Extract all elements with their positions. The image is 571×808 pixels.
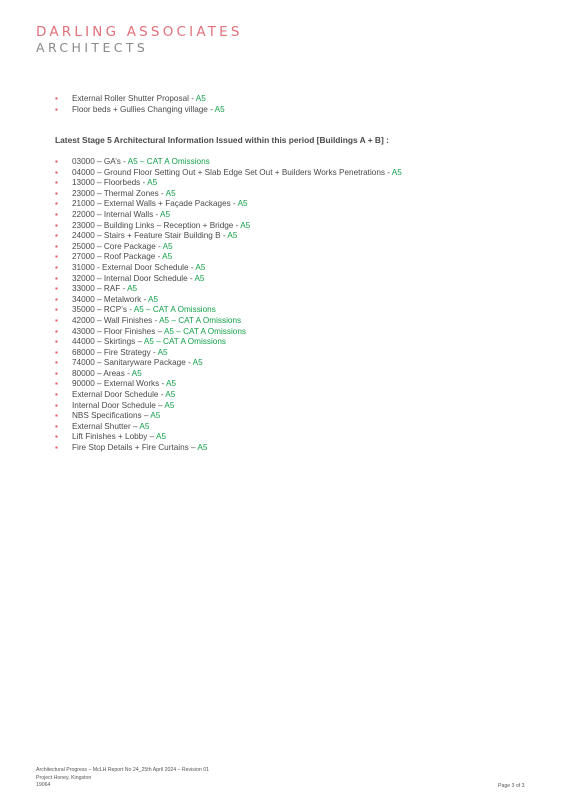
item-status: A5 xyxy=(193,262,206,272)
item-text: NBS Specifications – xyxy=(72,411,149,421)
issued-items-list xyxy=(55,157,402,454)
list-item xyxy=(55,390,402,401)
bullet-icon: ▪ xyxy=(55,199,58,209)
item-text: 25000 – Core Package - xyxy=(72,241,161,251)
list-item xyxy=(55,252,402,263)
list-item xyxy=(55,358,402,369)
item-status: A5 xyxy=(193,94,206,103)
bullet-icon: ▪ xyxy=(55,305,58,315)
item-text: 80000 – Areas - xyxy=(72,368,130,378)
list-item xyxy=(55,199,402,210)
top-item-list xyxy=(55,94,225,115)
bullet-icon: ▪ xyxy=(55,157,58,166)
bullet-icon: ▪ xyxy=(55,337,58,347)
bullet-icon: ▪ xyxy=(55,443,58,453)
list-item xyxy=(55,348,402,359)
item-text: 74000 – Sanitaryware Package - xyxy=(72,358,191,368)
item-text: 42000 – Wall Finishes - xyxy=(72,315,158,325)
item-status: A5 xyxy=(192,273,205,283)
footer-project: Project Honey, Kingston xyxy=(36,774,92,781)
company-subtitle: ARCHITECTS xyxy=(36,40,149,55)
item-text: Fire Stop Details + Fire Curtains – xyxy=(72,443,196,453)
page-number: Page 3 of 3 xyxy=(498,783,525,789)
item-text: 68000 – Fire Strategy - xyxy=(72,347,156,357)
bullet-icon: ▪ xyxy=(55,421,58,431)
bullet-icon: ▪ xyxy=(55,326,58,336)
item-text: 33000 – RAF - xyxy=(72,284,126,294)
item-status: A5 xyxy=(212,104,225,114)
item-status: A5 xyxy=(163,390,176,400)
item-status: A5 xyxy=(163,188,176,198)
item-text: 27000 – Roof Package - xyxy=(72,252,161,262)
bullet-icon: ▪ xyxy=(55,411,58,421)
item-status: A5 – CAT A Omissions xyxy=(125,157,210,166)
item-status: A5 xyxy=(160,241,173,251)
item-status: A5 xyxy=(145,178,158,188)
item-status: A5 xyxy=(125,284,138,294)
item-text: Floor beds + Gullies Changing village - xyxy=(72,104,213,114)
item-status: A5 xyxy=(158,209,171,219)
bullet-icon: ▪ xyxy=(55,178,58,188)
footer-report-title: Architectural Progress – McLH Report No 24_25th April 2024 – Revision 01 xyxy=(36,767,210,773)
list-item xyxy=(55,231,402,242)
bullet-icon: ▪ xyxy=(55,400,58,410)
bullet-icon: ▪ xyxy=(55,358,58,368)
item-text: External Door Schedule - xyxy=(72,390,164,400)
list-item xyxy=(55,379,402,390)
bullet-icon: ▪ xyxy=(55,241,58,251)
item-status: A5 xyxy=(162,400,175,410)
item-status: A5 – CAT A Omissions xyxy=(131,305,216,315)
bullet-icon: ▪ xyxy=(55,284,58,294)
item-text: 43000 – Floor Finishes – xyxy=(72,326,163,336)
item-status: A5 xyxy=(129,368,142,378)
item-text: 13000 – Floorbeds - xyxy=(72,178,146,188)
bullet-icon: ▪ xyxy=(55,220,58,230)
bullet-icon: ▪ xyxy=(55,379,58,389)
item-text: 34000 – Metalwork - xyxy=(72,294,147,304)
item-text: 23000 – Thermal Zones - xyxy=(72,188,164,198)
item-status: A5 xyxy=(238,220,251,230)
item-text: External Roller Shutter Proposal - xyxy=(72,94,194,103)
bullet-icon: ▪ xyxy=(55,368,58,378)
item-status: A5 xyxy=(146,294,159,304)
list-item xyxy=(55,263,402,274)
item-text: 31000 - External Door Schedule - xyxy=(72,262,194,272)
item-text: 04000 – Ground Floor Setting Out + Slab Edge Set Out + Builders Works Penetrations - xyxy=(72,167,390,177)
item-text: Lift Finishes + Lobby – xyxy=(72,432,155,442)
list-item xyxy=(55,105,225,116)
list-item xyxy=(55,178,402,189)
item-status: A5 xyxy=(164,379,177,389)
bullet-icon: ▪ xyxy=(55,231,58,241)
company-logo xyxy=(36,24,243,55)
list-item xyxy=(55,422,402,433)
item-text: 23000 – Building Links – Reception + Bridge - xyxy=(72,220,239,230)
list-item xyxy=(55,337,402,348)
list-item xyxy=(55,295,402,306)
list-item xyxy=(55,168,402,179)
list-item xyxy=(55,157,402,168)
list-item xyxy=(55,369,402,380)
section-heading: Latest Stage 5 Architectural Information Issued within this period [Buildings A + B] : xyxy=(55,135,389,145)
list-item xyxy=(55,210,402,221)
bullet-icon: ▪ xyxy=(55,390,58,400)
bullet-icon: ▪ xyxy=(55,104,58,114)
item-status: A5 xyxy=(195,443,208,453)
list-item xyxy=(55,221,402,232)
footer-project-number: 19064 xyxy=(36,782,51,788)
bullet-icon: ▪ xyxy=(55,262,58,272)
item-text: 32000 – Internal Door Schedule - xyxy=(72,273,193,283)
item-status: A5 xyxy=(148,411,161,421)
list-item xyxy=(55,443,402,454)
list-item xyxy=(55,242,402,253)
item-text: External Shutter – xyxy=(72,421,138,431)
bullet-icon: ▪ xyxy=(55,94,58,103)
bullet-icon: ▪ xyxy=(55,252,58,262)
bullet-icon: ▪ xyxy=(55,188,58,198)
bullet-icon: ▪ xyxy=(55,432,58,442)
item-status: A5 xyxy=(235,199,248,209)
item-text: 35000 – RCP’s - xyxy=(72,305,132,315)
item-status: A5 – CAT A Omissions xyxy=(157,315,242,325)
item-status: A5 xyxy=(154,432,166,442)
item-text: 03000 – GA’s - xyxy=(72,157,126,166)
list-item xyxy=(55,94,225,105)
list-item xyxy=(55,284,402,295)
item-status: A5 xyxy=(137,421,150,431)
company-name: DARLING ASSOCIATES xyxy=(36,24,243,40)
bullet-icon: ▪ xyxy=(55,347,58,357)
item-status: A5 xyxy=(389,167,402,177)
list-item xyxy=(55,316,402,327)
item-status: A5 – CAT A Omissions xyxy=(162,326,247,336)
item-status: A5 xyxy=(155,347,168,357)
page-footer xyxy=(36,767,209,790)
list-item xyxy=(55,274,402,285)
item-status: A5 xyxy=(225,231,238,241)
list-item xyxy=(55,327,402,338)
item-text: 24000 – Stairs + Feature Stair Building B - xyxy=(72,231,226,241)
item-status: A5 – CAT A Omissions xyxy=(142,337,226,347)
bullet-icon: ▪ xyxy=(55,167,58,177)
item-text: Internal Door Schedule – xyxy=(72,400,163,410)
item-status: A5 xyxy=(190,358,203,368)
list-item xyxy=(55,305,402,316)
item-status: A5 xyxy=(160,252,173,262)
bullet-icon: ▪ xyxy=(55,209,58,219)
item-text: 22000 – Internal Walls - xyxy=(72,209,159,219)
list-item xyxy=(55,432,402,443)
item-text: 21000 – External Walls + Façade Packages - xyxy=(72,199,236,209)
bullet-icon: ▪ xyxy=(55,315,58,325)
bullet-icon: ▪ xyxy=(55,273,58,283)
list-item xyxy=(55,401,402,412)
bullet-icon: ▪ xyxy=(55,294,58,304)
item-text: 44000 – Skirtings – xyxy=(72,337,143,347)
list-item xyxy=(55,189,402,200)
item-text: 90000 – External Works - xyxy=(72,379,165,389)
list-item xyxy=(55,411,402,422)
